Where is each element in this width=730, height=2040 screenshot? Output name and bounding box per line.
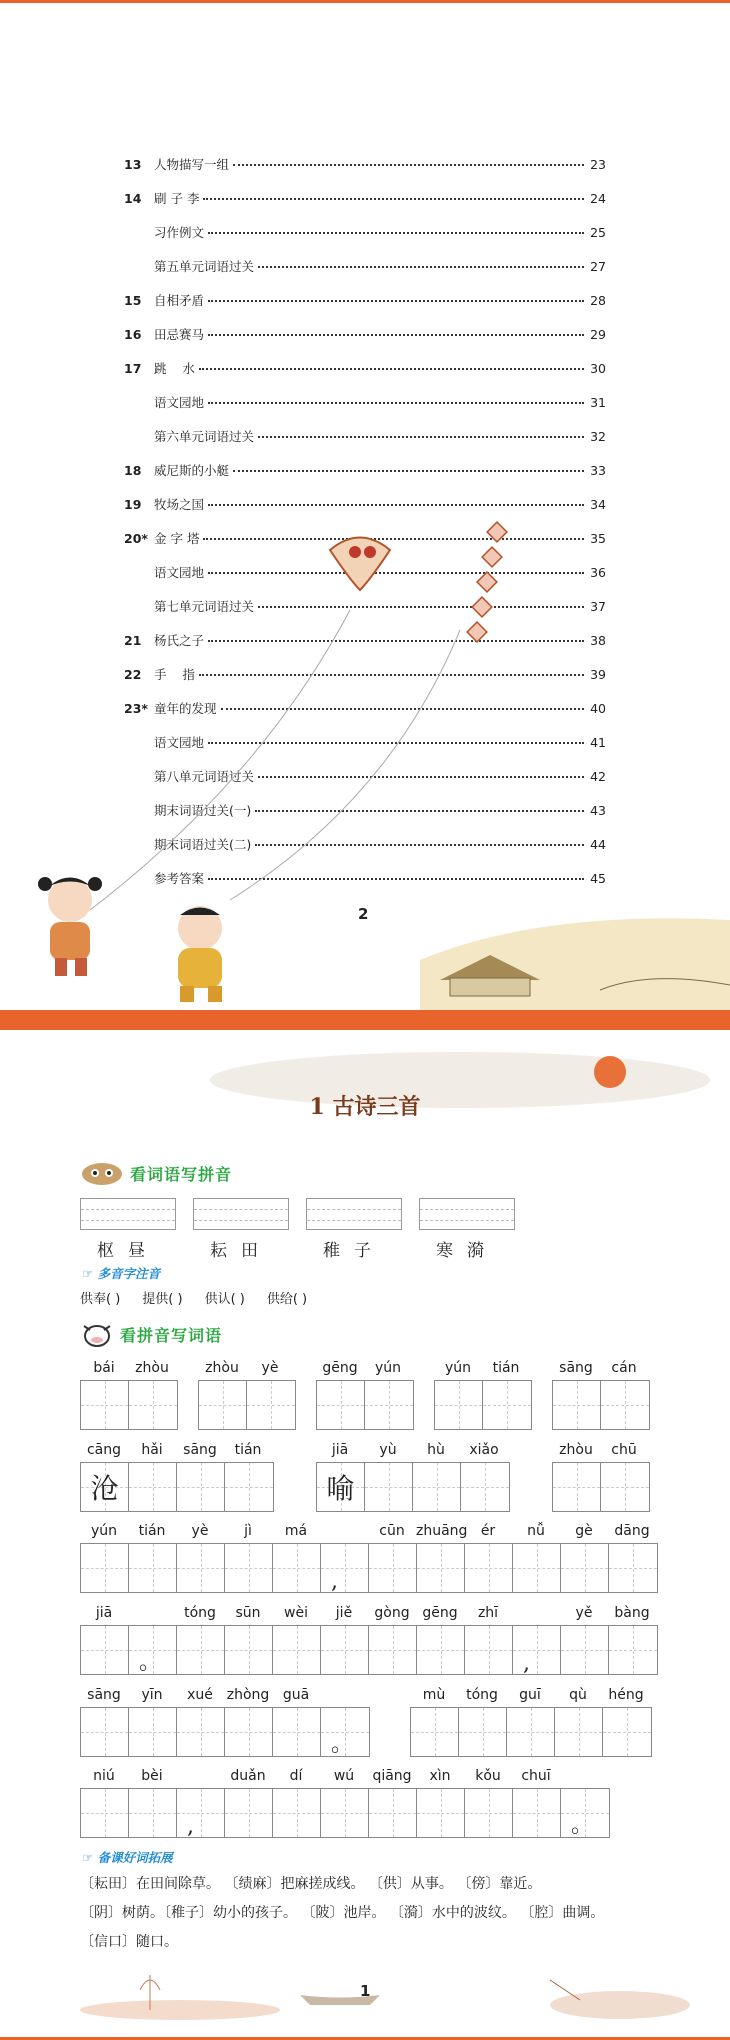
character-cell[interactable] xyxy=(553,1463,601,1511)
pinyin-syllable: sāng xyxy=(87,1687,121,1703)
character-cell[interactable] xyxy=(561,1789,609,1837)
toc-title: 第五单元词语过关 xyxy=(154,259,255,274)
toc-title: 参考答案 xyxy=(154,871,205,886)
toc-row[interactable] xyxy=(124,189,606,223)
character-cell[interactable] xyxy=(81,1626,129,1674)
toc-page-number: 25 xyxy=(590,225,606,240)
toc-page-number: 45 xyxy=(590,871,606,886)
pinyin-syllable: yù xyxy=(379,1442,397,1458)
toc-title: 第六单元词语过关 xyxy=(154,429,255,444)
writing-grid-group xyxy=(434,1360,532,1430)
pointer-icon: ☞ xyxy=(82,1266,94,1281)
pinyin-syllable: nǚ xyxy=(527,1523,545,1539)
extension-text xyxy=(80,1870,660,1957)
character-cell[interactable] xyxy=(273,1708,321,1756)
pinyin-row xyxy=(198,1360,296,1380)
punctuation-mark: , xyxy=(331,1569,338,1594)
pinyin-syllable: zhòu xyxy=(135,1360,169,1376)
toc-title: 语文园地 xyxy=(154,735,205,750)
pinyin-syllable xyxy=(176,1768,224,1788)
character-cells xyxy=(316,1462,510,1512)
pinyin-answer-box[interactable] xyxy=(419,1198,515,1230)
character-cell[interactable] xyxy=(317,1463,365,1511)
pinyin-syllable: yě xyxy=(575,1605,593,1621)
toc-leader-dots xyxy=(233,470,584,472)
toc-title: 期末词语过关(一) xyxy=(154,803,252,818)
character-cell[interactable] xyxy=(273,1544,321,1592)
toc-title: 杨氏之子 xyxy=(154,633,205,648)
writing-grid-group xyxy=(198,1360,296,1430)
writing-grid-group xyxy=(552,1360,650,1430)
child-illustration-2 xyxy=(150,900,260,1010)
toc-number: 16 xyxy=(124,327,142,342)
character-cell[interactable] xyxy=(199,1381,247,1429)
character-cells xyxy=(552,1462,650,1512)
toc-number: 22 xyxy=(124,667,142,682)
pinyin-syllable: dí xyxy=(289,1768,303,1784)
pinyin-syllable: guā xyxy=(282,1687,310,1703)
toc-page-number: 44 xyxy=(590,837,606,852)
character-cell[interactable] xyxy=(247,1381,295,1429)
character-cell[interactable] xyxy=(507,1708,555,1756)
pinyin-row xyxy=(80,1768,610,1788)
pinyin-syllable: xiǎo xyxy=(469,1442,499,1458)
pinyin-syllable: bèi xyxy=(141,1768,163,1784)
word: 耘田 xyxy=(210,1241,272,1261)
character-cell[interactable] xyxy=(129,1626,177,1674)
pinyin-syllable: yún xyxy=(90,1523,118,1539)
toc-page-number: 42 xyxy=(590,769,606,784)
toc-page-number: 30 xyxy=(590,361,606,376)
toc-page-number: 29 xyxy=(590,327,606,342)
toc-number: 14 xyxy=(124,191,142,206)
toc-title: 习作例文 xyxy=(154,225,205,240)
pointer-icon: ☞ xyxy=(82,1850,94,1865)
writing-grid-group xyxy=(80,1442,274,1512)
extension-line: 〔阴〕树荫。〔稚子〕幼小的孩子。 〔陂〕池岸。 〔漪〕水中的波纹。 〔腔〕曲调。 xyxy=(80,1905,605,1921)
pinyin-syllable xyxy=(560,1768,608,1788)
pinyin-row xyxy=(80,1360,178,1380)
toc-title: 第七单元词语过关 xyxy=(154,599,255,614)
pinyin-syllable: tián xyxy=(138,1523,166,1539)
kite-strings xyxy=(60,600,480,940)
toc-title: 第八单元词语过关 xyxy=(154,769,255,784)
toc-title: 语文园地 xyxy=(154,565,205,580)
pinyin-syllable: xìn xyxy=(429,1768,451,1784)
toc-leader-dots xyxy=(208,402,584,404)
pinyin-syllable: cāng xyxy=(86,1442,122,1458)
character-cells xyxy=(410,1707,652,1757)
character-cell[interactable] xyxy=(81,1463,129,1511)
character-cell[interactable] xyxy=(413,1463,461,1511)
character-cell[interactable] xyxy=(129,1789,177,1837)
toc-page-number: 37 xyxy=(590,599,606,614)
toc-title: 田忌赛马 xyxy=(154,327,205,342)
character-cell[interactable] xyxy=(601,1381,649,1429)
poly-heading xyxy=(82,1264,160,1282)
pinyin-row xyxy=(80,1442,274,1462)
pinyin-syllable xyxy=(512,1605,560,1625)
character-cell[interactable] xyxy=(513,1789,561,1837)
toc-number: 19 xyxy=(124,497,142,512)
writing-grid-group xyxy=(80,1360,178,1430)
toc-title: 刷 子 李 xyxy=(154,191,200,206)
punctuation-mark: 。 xyxy=(139,1650,162,1675)
pinyin-syllable: wú xyxy=(333,1768,355,1784)
toc-page-number: 24 xyxy=(590,191,606,206)
owl-icon xyxy=(80,1160,124,1186)
character-cell[interactable] xyxy=(609,1626,657,1674)
pinyin-syllable: jiā xyxy=(331,1442,349,1458)
character-cell[interactable] xyxy=(177,1708,225,1756)
character-cell[interactable] xyxy=(369,1626,417,1674)
pinyin-answer-box[interactable] xyxy=(193,1198,289,1230)
pinyin-box-row xyxy=(80,1198,515,1230)
page-number-bottom: 1 xyxy=(360,1982,371,2000)
character-cell[interactable] xyxy=(129,1544,177,1592)
character-cell[interactable] xyxy=(555,1708,603,1756)
toc-leader-dots xyxy=(208,504,584,506)
character-cell[interactable] xyxy=(417,1544,465,1592)
pinyin-syllable: zhòu xyxy=(205,1360,239,1376)
word-row xyxy=(80,1236,515,1261)
character-cell[interactable] xyxy=(435,1381,483,1429)
pinyin-syllable: tóng xyxy=(466,1687,498,1703)
pinyin-syllable: yún xyxy=(444,1360,472,1376)
toc-page-number: 43 xyxy=(590,803,606,818)
toc-leader-dots xyxy=(199,368,584,370)
pinyin-syllable: gēng xyxy=(322,1360,358,1376)
writing-grid-group xyxy=(80,1523,658,1593)
section-title-look-words: 看词语写拼音 xyxy=(130,1164,233,1184)
word: 枢昼 xyxy=(97,1241,159,1261)
toc-leader-dots xyxy=(233,164,584,166)
writing-grid-group xyxy=(80,1768,610,1838)
pinyin-syllable: tián xyxy=(492,1360,520,1376)
writing-grid-group xyxy=(410,1687,652,1757)
toc-leader-dots xyxy=(208,334,584,336)
character-cell[interactable] xyxy=(81,1789,129,1837)
poly-item[interactable]: 供认( ) xyxy=(204,1292,245,1307)
character-cell[interactable] xyxy=(177,1789,225,1837)
pinyin-syllable: dāng xyxy=(614,1523,650,1539)
pinyin-syllable: hù xyxy=(427,1442,445,1458)
pinyin-syllable: qù xyxy=(569,1687,587,1703)
character-cells xyxy=(80,1707,370,1757)
pinyin-syllable: gòng xyxy=(374,1605,410,1621)
toc-row[interactable] xyxy=(124,359,606,393)
chapter-title: 1 古诗三首 xyxy=(309,1094,421,1120)
character-cells xyxy=(80,1625,658,1675)
section-head-2 xyxy=(80,1320,222,1348)
toc-row[interactable] xyxy=(124,223,606,257)
character-cells xyxy=(552,1380,650,1430)
character-cell[interactable] xyxy=(321,1789,369,1837)
character-cells xyxy=(198,1380,296,1430)
character-cell[interactable] xyxy=(417,1626,465,1674)
toc-leader-dots xyxy=(258,436,584,438)
page-divider-bar xyxy=(0,1010,730,1030)
landscape-illustration xyxy=(420,900,730,1010)
pinyin-syllable: zhòng xyxy=(226,1687,270,1703)
pinyin-syllable: jì xyxy=(244,1523,252,1539)
character-cell[interactable] xyxy=(225,1708,273,1756)
pinyin-syllable: sūn xyxy=(235,1605,261,1621)
word: 稚子 xyxy=(323,1241,385,1261)
toc-page-number: 40 xyxy=(590,701,606,716)
pinyin-row xyxy=(552,1360,650,1380)
pinyin-syllable: má xyxy=(284,1523,308,1539)
character-cell[interactable] xyxy=(129,1708,177,1756)
character-cell[interactable] xyxy=(365,1381,413,1429)
pinyin-syllable: bàng xyxy=(614,1605,650,1621)
pinyin-syllable: yè xyxy=(261,1360,279,1376)
character-cell[interactable] xyxy=(603,1708,651,1756)
character-cell[interactable] xyxy=(465,1789,513,1837)
toc-title: 手 指 xyxy=(154,667,195,682)
pinyin-syllable: ér xyxy=(480,1523,496,1539)
toc-number: 23* xyxy=(124,701,148,716)
pinyin-syllable: zhòu xyxy=(559,1442,593,1458)
punctuation-mark: 。 xyxy=(571,1813,594,1838)
pinyin-syllable: xué xyxy=(187,1687,213,1703)
punctuation-mark: 。 xyxy=(331,1732,354,1757)
toc-page-number: 33 xyxy=(590,463,606,478)
toc-page-number: 28 xyxy=(590,293,606,308)
pinyin-syllable: cūn xyxy=(379,1523,405,1539)
toc-title: 语文园地 xyxy=(154,395,205,410)
character-cell[interactable] xyxy=(609,1544,657,1592)
toc-row[interactable] xyxy=(124,155,606,189)
writing-grid-group xyxy=(316,1442,510,1512)
pinyin-row xyxy=(316,1360,414,1380)
pinyin-answer-box[interactable] xyxy=(80,1198,176,1230)
page-bottom xyxy=(0,1030,730,2040)
character-cell[interactable] xyxy=(177,1626,225,1674)
kite-icon xyxy=(310,520,410,610)
character-cell[interactable] xyxy=(601,1463,649,1511)
pinyin-syllable: niú xyxy=(93,1768,115,1784)
character-cell[interactable] xyxy=(465,1544,513,1592)
toc-page-number: 23 xyxy=(590,157,606,172)
top-border xyxy=(0,0,730,3)
section-title-write-words: 看拼音写词语 xyxy=(120,1325,223,1345)
character-cell[interactable] xyxy=(561,1626,609,1674)
extension-heading xyxy=(82,1848,173,1866)
poly-item[interactable]: 供给( ) xyxy=(266,1292,308,1307)
toc-title: 童年的发现 xyxy=(154,701,217,716)
character-cells xyxy=(80,1788,610,1838)
pinyin-row xyxy=(410,1687,652,1707)
punctuation-mark: , xyxy=(187,1814,194,1839)
poly-title: 多音字注音 xyxy=(97,1266,161,1281)
extension-line: 〔信口〕随口。 xyxy=(80,1934,178,1950)
pinyin-syllable: tóng xyxy=(184,1605,216,1621)
character-cell[interactable] xyxy=(273,1789,321,1837)
section-head-1 xyxy=(80,1160,232,1186)
toc-leader-dots xyxy=(203,198,584,200)
pinyin-syllable: tián xyxy=(234,1442,262,1458)
character-cell[interactable] xyxy=(461,1463,509,1511)
child-illustration xyxy=(25,870,115,980)
toc-title: 人物描写一组 xyxy=(154,157,230,172)
character-cell[interactable] xyxy=(417,1789,465,1837)
character-cells xyxy=(80,1462,274,1512)
character-cells xyxy=(434,1380,532,1430)
character-cell[interactable] xyxy=(411,1708,459,1756)
toc-leader-dots xyxy=(258,266,584,268)
pinyin-syllable: yè xyxy=(191,1523,209,1539)
toc-number: 20* xyxy=(124,531,148,546)
character-cells xyxy=(80,1380,178,1430)
pinyin-answer-box[interactable] xyxy=(306,1198,402,1230)
pinyin-syllable: chuī xyxy=(521,1768,551,1784)
cow-icon xyxy=(80,1320,114,1348)
toc-leader-dots xyxy=(208,232,584,234)
character-cell[interactable] xyxy=(225,1463,273,1511)
writing-grid-group xyxy=(552,1442,650,1512)
pinyin-syllable: sāng xyxy=(559,1360,593,1376)
bottom-landscape-illustration xyxy=(60,1960,700,2035)
character-cell[interactable] xyxy=(365,1463,413,1511)
character-cell[interactable] xyxy=(81,1544,129,1592)
toc-page-number: 41 xyxy=(590,735,606,750)
character-cell[interactable] xyxy=(81,1708,129,1756)
character-cells xyxy=(316,1380,414,1430)
toc-page-number: 36 xyxy=(590,565,606,580)
character-cell[interactable] xyxy=(369,1544,417,1592)
pinyin-syllable: kǒu xyxy=(475,1768,501,1784)
poly-item[interactable]: 供奉( ) xyxy=(80,1292,121,1307)
toc-page-number: 39 xyxy=(590,667,606,682)
character-cell[interactable] xyxy=(225,1789,273,1837)
character-cell[interactable] xyxy=(225,1544,273,1592)
character-cell[interactable] xyxy=(321,1708,369,1756)
extension-title: 备课好词拓展 xyxy=(97,1850,173,1865)
pinyin-syllable: qiāng xyxy=(372,1768,412,1784)
pinyin-row xyxy=(80,1687,370,1707)
character-cell[interactable] xyxy=(513,1544,561,1592)
toc-title: 期末词语过关(二) xyxy=(154,837,252,852)
pinyin-row xyxy=(80,1605,658,1625)
pinyin-syllable: héng xyxy=(608,1687,644,1703)
pinyin-syllable: wèi xyxy=(284,1605,308,1621)
toc-row[interactable] xyxy=(124,393,606,427)
pinyin-syllable: hǎi xyxy=(141,1442,163,1458)
toc-title: 牧场之国 xyxy=(154,497,205,512)
pinyin-syllable: gè xyxy=(575,1523,593,1539)
pinyin-row xyxy=(80,1523,658,1543)
toc-page-number: 32 xyxy=(590,429,606,444)
toc-page-number: 35 xyxy=(590,531,606,546)
character-cell[interactable] xyxy=(321,1626,369,1674)
toc-title: 跳 水 xyxy=(154,361,195,376)
character-cell[interactable] xyxy=(513,1626,561,1674)
toc-page-number: 27 xyxy=(590,259,606,274)
writing-grid-group xyxy=(80,1605,658,1675)
writing-grid-group xyxy=(80,1687,370,1757)
character-cell[interactable] xyxy=(81,1381,129,1429)
toc-page-number: 34 xyxy=(590,497,606,512)
toc-number: 13 xyxy=(124,157,142,172)
pinyin-syllable: sāng xyxy=(183,1442,217,1458)
page-top xyxy=(0,0,730,1010)
character-cell[interactable] xyxy=(561,1544,609,1592)
toc-title: 金 字 塔 xyxy=(154,531,200,546)
punctuation-mark: , xyxy=(523,1651,530,1676)
character-cell[interactable] xyxy=(129,1381,177,1429)
toc-leader-dots xyxy=(208,300,584,302)
toc-title: 威尼斯的小艇 xyxy=(154,463,230,478)
pinyin-syllable: yún xyxy=(374,1360,402,1376)
character-cell[interactable] xyxy=(225,1626,273,1674)
character-cell[interactable] xyxy=(369,1789,417,1837)
toc-number: 21 xyxy=(124,633,142,648)
polyphone-row xyxy=(80,1288,307,1307)
pinyin-syllable xyxy=(320,1687,368,1707)
page-number-top: 2 xyxy=(358,905,369,923)
pinyin-syllable: mù xyxy=(422,1687,446,1703)
character-cell[interactable] xyxy=(553,1381,601,1429)
character-cell[interactable] xyxy=(177,1463,225,1511)
given-character: 沧 xyxy=(90,1472,119,1505)
pinyin-syllable xyxy=(320,1523,368,1543)
toc-row[interactable] xyxy=(124,257,606,291)
pinyin-syllable: zhuāng xyxy=(416,1523,468,1539)
toc-number: 15 xyxy=(124,293,142,308)
pinyin-syllable: gēng xyxy=(422,1605,458,1621)
pinyin-row xyxy=(552,1442,650,1462)
pinyin-syllable: duǎn xyxy=(230,1768,266,1784)
toc-row[interactable] xyxy=(124,325,606,359)
pinyin-row xyxy=(316,1442,510,1462)
character-cells xyxy=(80,1543,658,1593)
toc-number: 18 xyxy=(124,463,142,478)
pinyin-syllable: chū xyxy=(611,1442,637,1458)
pinyin-syllable: bái xyxy=(93,1360,115,1376)
pinyin-syllable: jiā xyxy=(95,1605,113,1621)
toc-title: 自相矛盾 xyxy=(154,293,205,308)
toc-page-number: 38 xyxy=(590,633,606,648)
pinyin-syllable: guī xyxy=(519,1687,541,1703)
toc-row[interactable] xyxy=(124,461,606,495)
toc-number: 17 xyxy=(124,361,142,376)
given-character: 喻 xyxy=(326,1472,355,1505)
pinyin-row xyxy=(434,1360,532,1380)
word: 寒漪 xyxy=(436,1241,498,1261)
poly-item[interactable]: 提供( ) xyxy=(142,1292,183,1307)
extension-line: 〔耘田〕在田间除草。 〔绩麻〕把麻搓成线。 〔供〕从事。 〔傍〕靠近。 xyxy=(80,1876,542,1892)
character-cell[interactable] xyxy=(273,1626,321,1674)
pinyin-syllable: yīn xyxy=(141,1687,163,1703)
toc-row[interactable] xyxy=(124,427,606,461)
character-cell[interactable] xyxy=(177,1544,225,1592)
character-cell[interactable] xyxy=(321,1544,369,1592)
pinyin-syllable: zhī xyxy=(477,1605,499,1621)
character-cell[interactable] xyxy=(459,1708,507,1756)
character-cell[interactable] xyxy=(129,1463,177,1511)
pinyin-syllable xyxy=(128,1605,176,1625)
character-cell[interactable] xyxy=(317,1381,365,1429)
pinyin-syllable: jiě xyxy=(335,1605,353,1621)
character-cell[interactable] xyxy=(465,1626,513,1674)
character-cell[interactable] xyxy=(483,1381,531,1429)
pinyin-syllable: cán xyxy=(611,1360,637,1376)
writing-grid-group xyxy=(316,1360,414,1430)
toc-page-number: 31 xyxy=(590,395,606,410)
toc-row[interactable] xyxy=(124,291,606,325)
